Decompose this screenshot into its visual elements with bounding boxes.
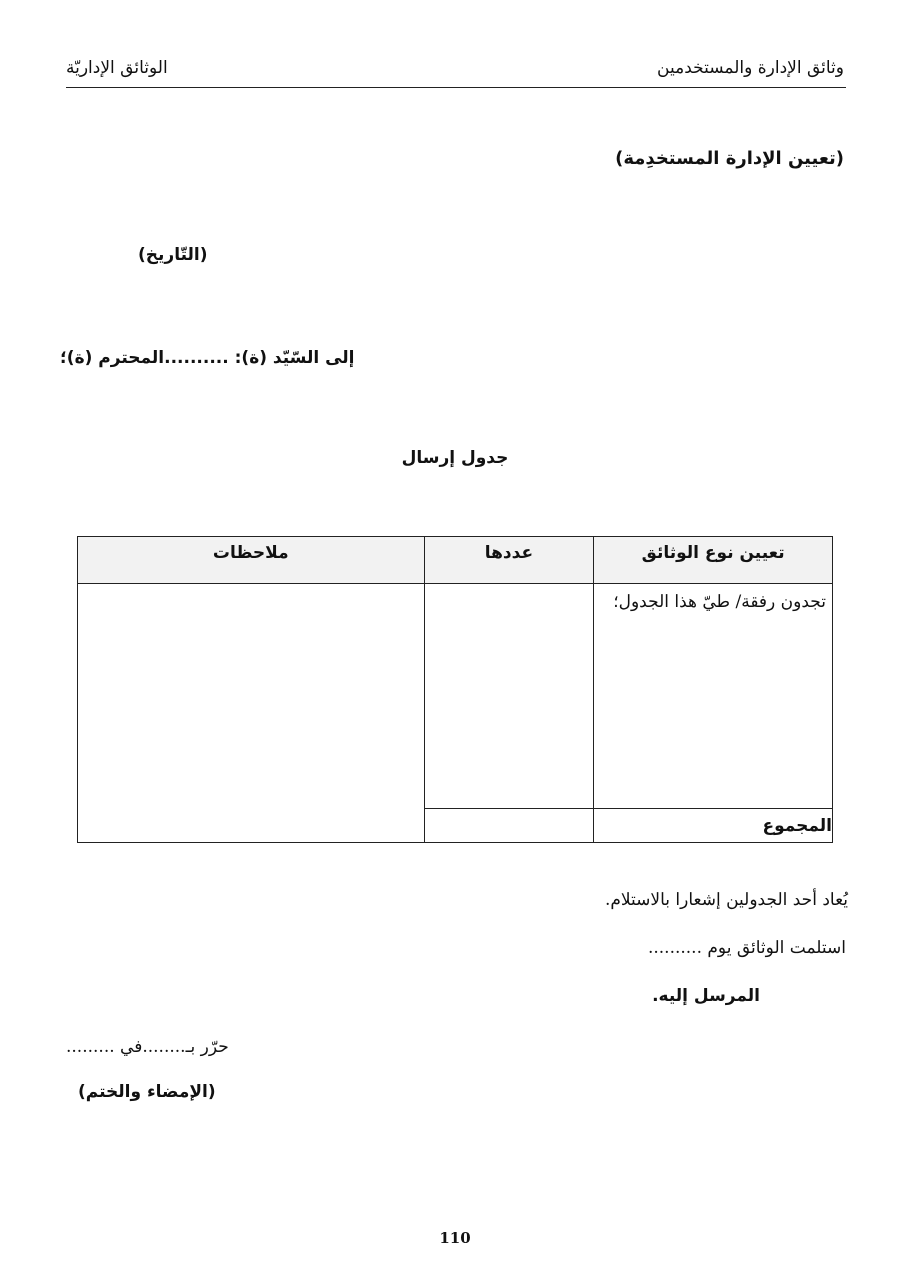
return-note: يُعاد أحد الجدولين إشعارا بالاستلام. bbox=[604, 890, 848, 910]
date-placeholder: (التّاريخ) bbox=[138, 245, 208, 265]
total-label: المجموع bbox=[594, 809, 833, 843]
column-header-count: عددها bbox=[424, 537, 594, 584]
page-number: 110 bbox=[439, 1229, 471, 1247]
written-at-line: حرّر بـ........في ......... bbox=[66, 1037, 229, 1057]
received-line: استلمت الوثائق يوم .......... bbox=[647, 938, 846, 958]
header-divider bbox=[66, 87, 846, 88]
table-header-row bbox=[78, 537, 833, 584]
header-document-title: وثائق الإدارة والمستخدمين bbox=[657, 58, 844, 78]
transmittal-table bbox=[77, 536, 833, 843]
column-header-notes: ملاحظات bbox=[78, 537, 425, 584]
document-type-cell: تجدون رفقة/ طيّ هذا الجدول؛ bbox=[594, 584, 833, 809]
recipient-label: المرسل إليه. bbox=[652, 986, 760, 1006]
notes-cell bbox=[78, 584, 425, 843]
column-header-document-type: تعيين نوع الوثائق bbox=[594, 537, 833, 584]
table-row bbox=[78, 584, 833, 809]
administration-designation: (تعيين الإدارة المستخدِمة) bbox=[615, 148, 844, 169]
count-cell bbox=[424, 584, 594, 809]
signature-placeholder: (الإمضاء والختم) bbox=[78, 1082, 216, 1102]
total-count-cell bbox=[424, 809, 594, 843]
header-section-title: الوثائق الإداريّة bbox=[66, 58, 168, 78]
recipient-line: إلى السّيّد (ة): ..........المحترم (ة)؛ bbox=[60, 348, 355, 368]
transmittal-title: جدول إرسال bbox=[401, 448, 509, 468]
